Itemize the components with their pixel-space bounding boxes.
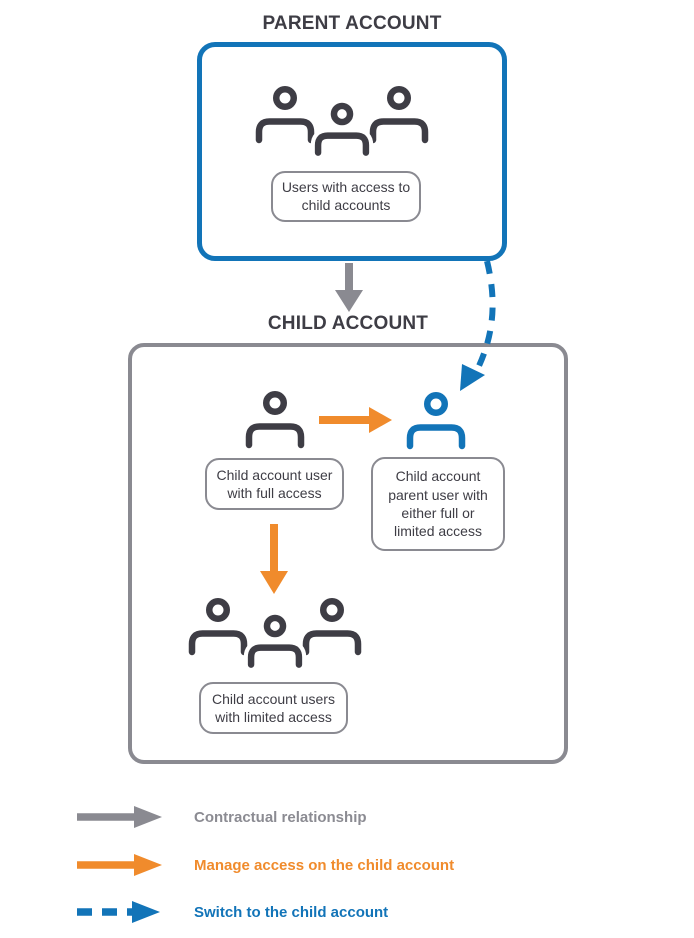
parent-account-title: PARENT ACCOUNT — [262, 13, 442, 34]
parent-users-label: Users with access to child accounts — [271, 171, 421, 222]
legend-item-contractual — [75, 803, 367, 831]
full-access-user-label: Child account user with full access — [205, 458, 344, 510]
parent-account-box — [197, 42, 507, 261]
legend-label: Switch to the child account — [194, 903, 389, 921]
solid-arrow-icon — [75, 803, 165, 831]
child-account-box — [128, 343, 568, 764]
legend-item-switch-account — [75, 898, 388, 926]
limited-access-users-label: Child account users with limited access — [199, 682, 348, 734]
legend-label: Manage access on the child account — [194, 856, 455, 874]
legend-label: Contractual relationship — [194, 808, 367, 826]
legend-item-manage-access — [75, 851, 454, 879]
child-account-title: CHILD ACCOUNT — [267, 313, 429, 334]
contractual-relationship-arrow — [335, 263, 363, 312]
dashed-arrow-icon — [75, 898, 165, 926]
parent-user-label: Child account parent user with either full or limited access — [371, 457, 505, 551]
solid-arrow-icon — [75, 851, 165, 879]
